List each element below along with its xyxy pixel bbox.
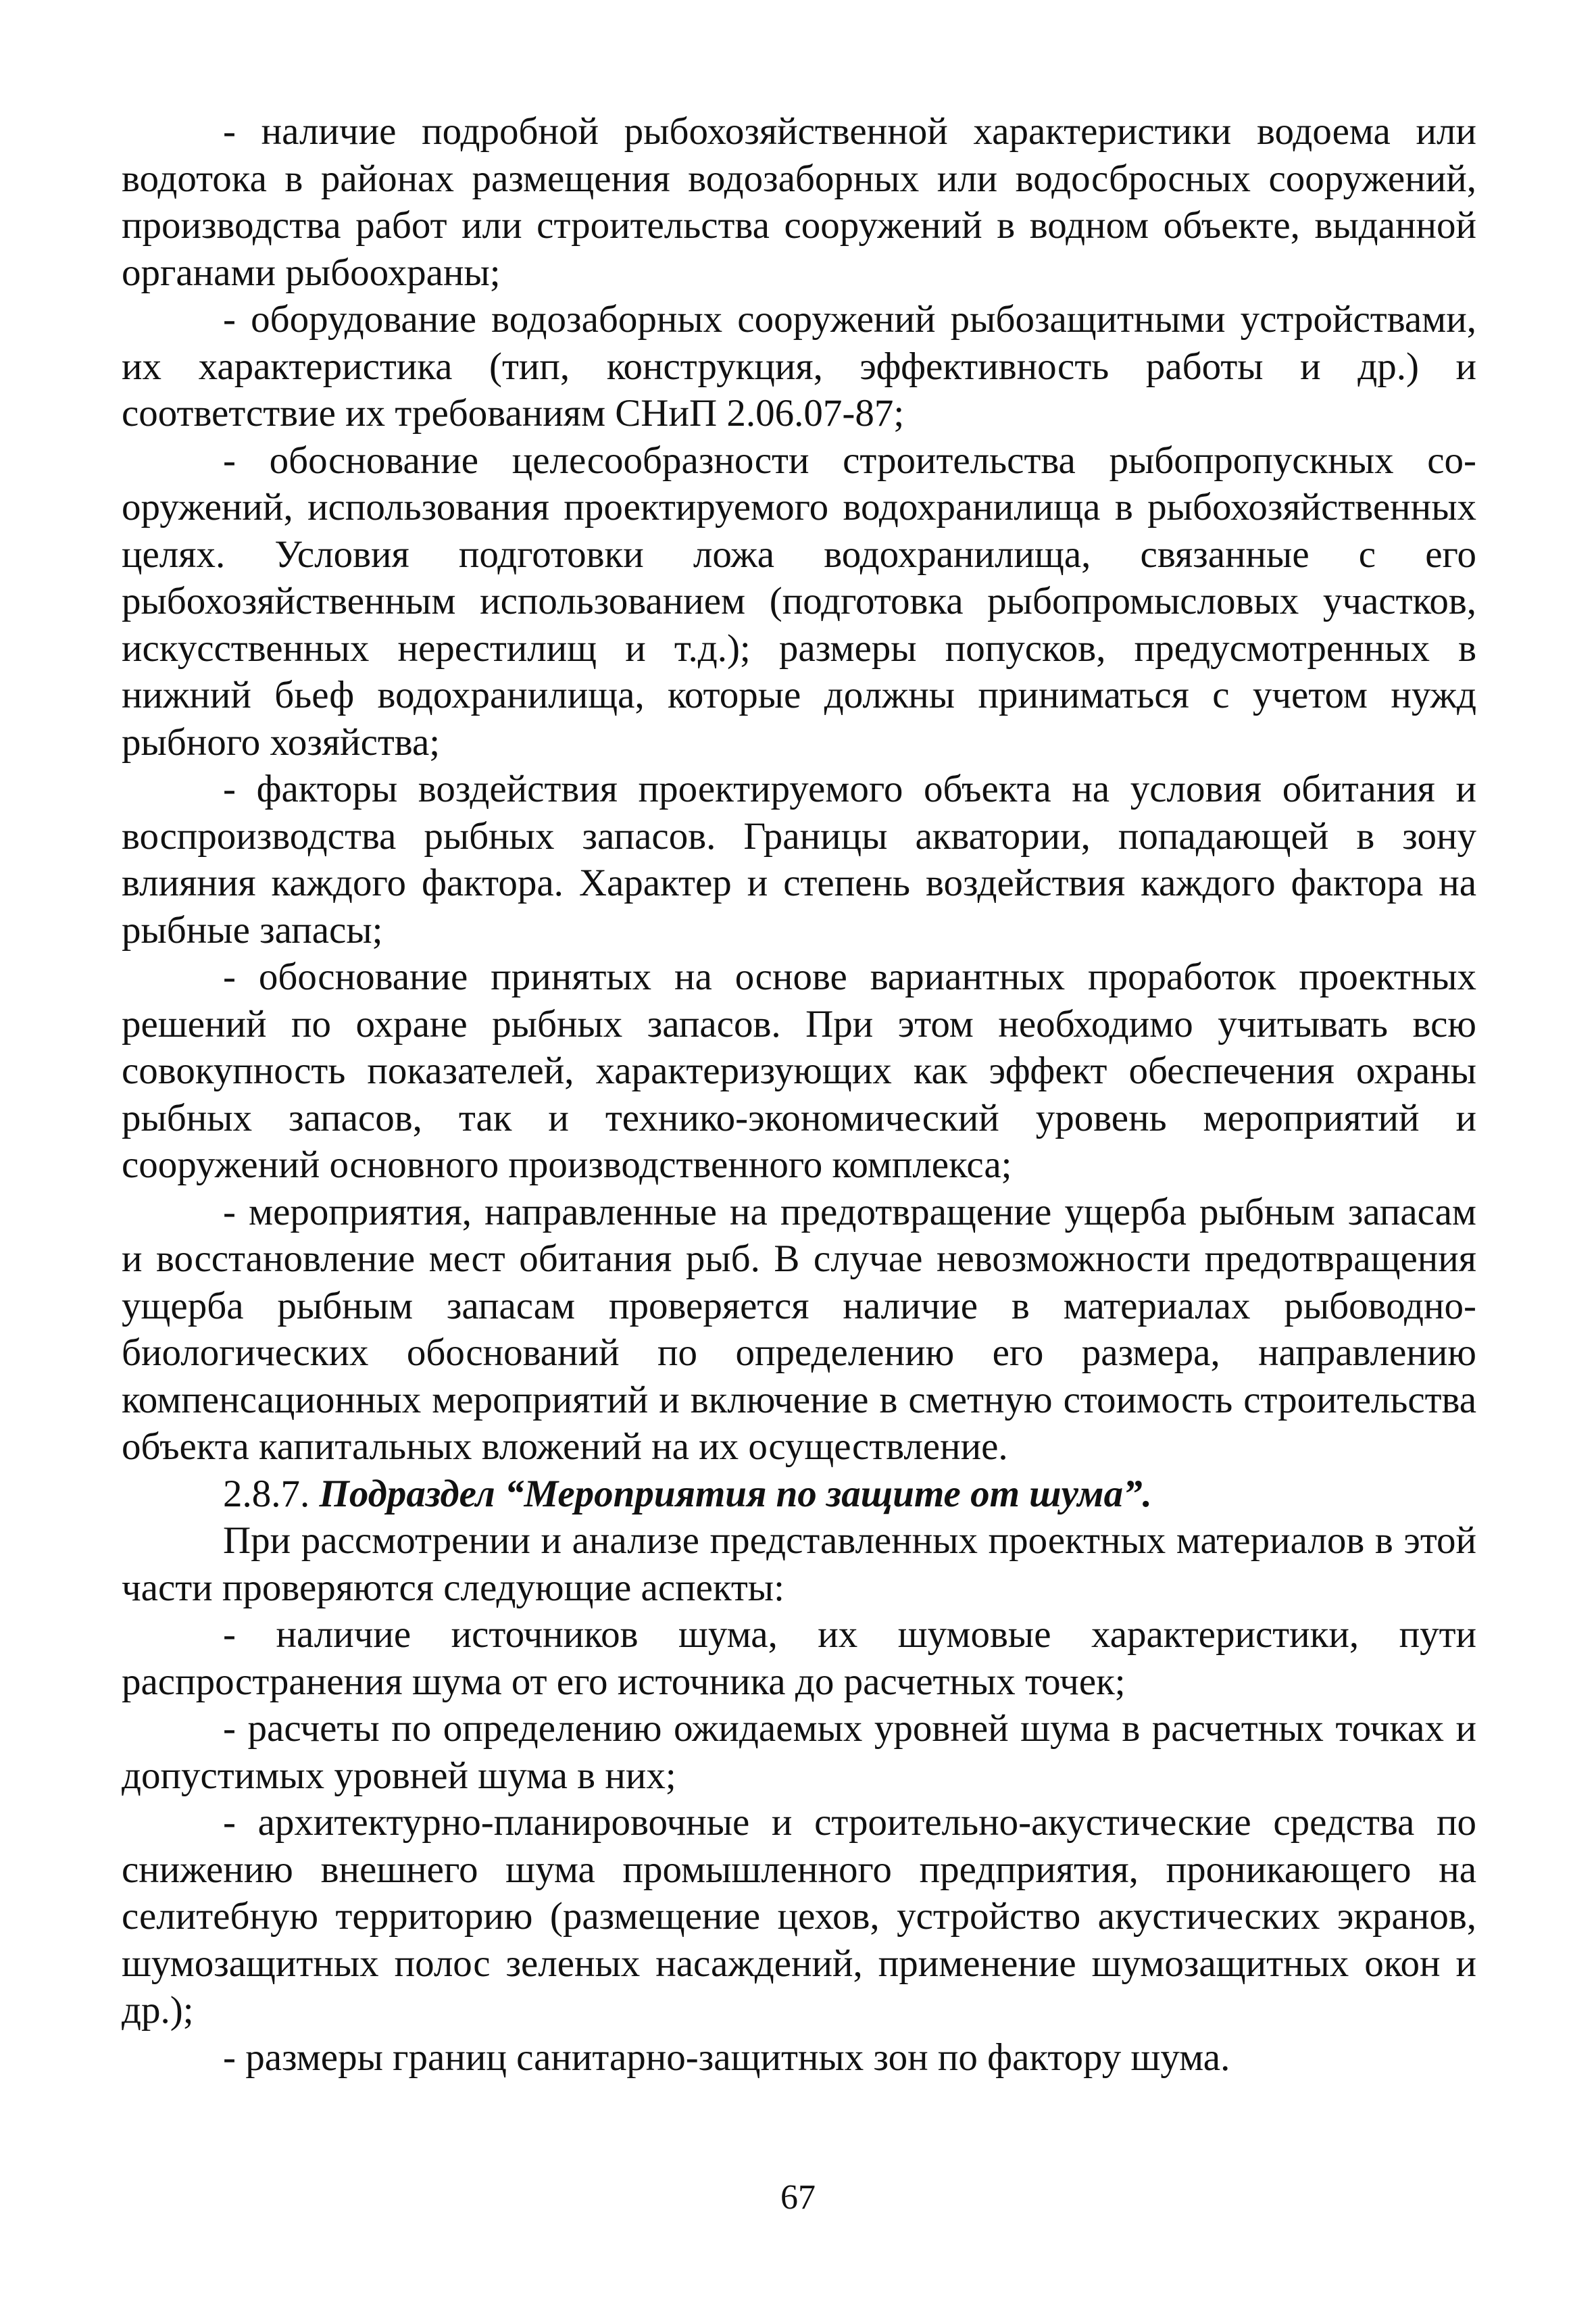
paragraph-fish-passage-justification: - обоснование целесообразности строительства рыбопропускных сооружений, использования проектируемого водохранилища в рыбохозяйственных целях. Условия подготовки ложа водохранилища, связанные с его рыбохозяйственным использованием (подготовка рыбопромысловых участков, искусственных нерестилищ и т.д.); размеры попусков, предусмотренных в нижний бьеф водохранилища, которые должны приниматься с учетом нужд рыбного хозяйства;: [122, 439, 1476, 764]
paragraph-damage-prevention: - мероприятия, направленные на предотвращение ущерба рыбным запасам и восстановление мест обитания рыб. В случае невозможности предотвращения ущерба рыбным запасам проверяется наличие в материалах рыбоводно-биологических обоснований по определению его размера, направлению компенсационных мероприятий и включение в сметную стоимость строительства объекта капитальных вложений на их осуществление.: [122, 1190, 1476, 1468]
section-title: Подраздел “Мероприятия по защите от шума”.: [319, 1472, 1152, 1515]
paragraph-noise-calculations: - расчеты по определению ожидаемых уровней шума в расчетных точках и допустимых уровней шума в них;: [122, 1707, 1476, 1797]
paragraph-noise-reduction-measures: - архитектурно-планировочные и строительно-акустические средства по снижению внешнего шума промышленного предприятия, проникающего на селитебную территорию (размещение цехов, устройство акустических экранов, шумозащитных полос зеленых насаждений, применение шумозащитных окон и др.);: [122, 1801, 1476, 2032]
section-number: 2.8.7.: [223, 1472, 310, 1515]
paragraph-noise-sources: - наличие источников шума, их шумовые характеристики, пути распространения шума от его источника до расчетных точек;: [122, 1613, 1476, 1703]
paragraph-design-solutions: - обоснование принятых на основе вариантных проработок проектных решений по охране рыбных запасов. При этом необходимо учитывать всю совокупность показателей, характеризующих как эффект обеспечения охраны рыбных запасов, так и технико-экономический уровень мероприятий и сооружений основного производственного комплекса;: [122, 956, 1476, 1186]
paragraph-fish-characteristics: - наличие подробной рыбохозяйственной характеристики водоема или водотока в районах размещения водозаборных или водосбросных сооружений, производства работ или строительства сооружений в водном объекте, выданной органами рыбоохраны;: [122, 110, 1476, 294]
page-number: 67: [780, 2178, 816, 2217]
paragraph-impact-factors: - факторы воздействия проектируемого объекта на условия обитания и воспроизводства рыбных запасов. Границы акватории, попадающей в зону влияния каждого фактора. Характер и степень воздействия каждого фактора на рыбные запасы;: [122, 768, 1476, 952]
section-heading: [122, 1471, 1476, 1518]
page-body: [122, 108, 1476, 2081]
paragraph-fish-protection-devices: - оборудование водозаборных сооружений рыбозащитными устройствами, их характеристика (тип, конструкция, эффективность работы и др.) и соответствие их требованиям СНиП 2.06.07-87;: [122, 298, 1476, 435]
paragraph-review-intro: При рассмотрении и анализе представленных проектных материалов в этой части проверяются следующие аспекты:: [122, 1519, 1476, 1609]
paragraph-sanitary-zones: - размеры границ санитарно-защитных зон по фактору шума.: [223, 2036, 1230, 2079]
